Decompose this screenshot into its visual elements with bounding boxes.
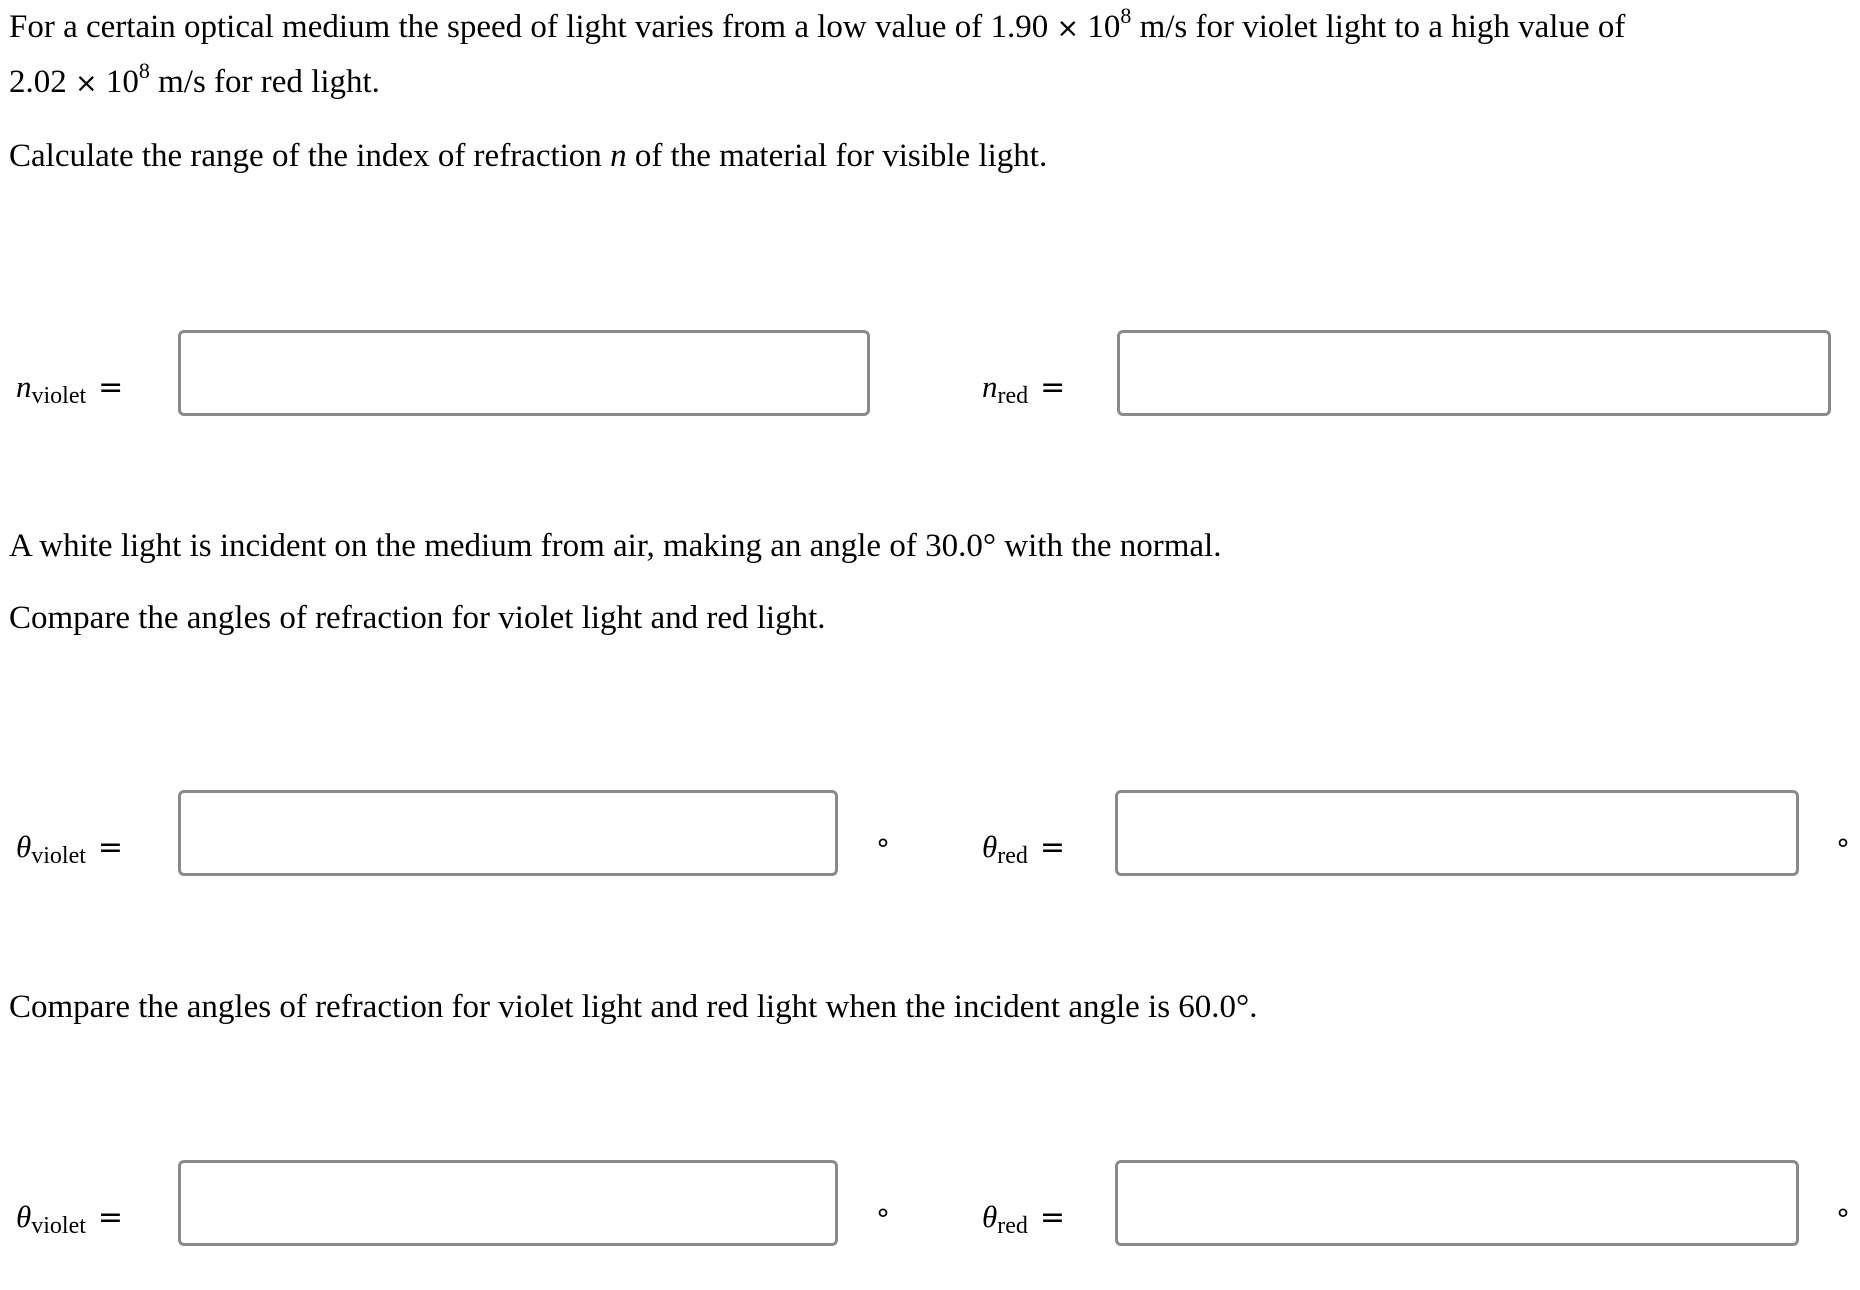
q1-prompt-a: Calculate the range of the index of refraction (9, 138, 611, 174)
equals-sign: = (98, 370, 124, 405)
violet-subscript: violet (31, 383, 87, 409)
degree-unit: ° (1836, 1203, 1850, 1236)
q1-prompt-b: of the material for visible light. (626, 138, 1048, 174)
intro-line-2 (9, 55, 380, 111)
intro-line-1 (9, 0, 1625, 56)
equals-sign: = (97, 1200, 124, 1235)
intro-text-2a: 2.02 (9, 64, 67, 100)
violet-subscript: violet (31, 843, 86, 869)
degree-unit: ° (876, 833, 890, 866)
n-violet-input[interactable] (178, 330, 870, 416)
n-violet-label (16, 367, 123, 410)
intro-text-1b: m/s for violet light to a high value of (1139, 9, 1626, 45)
theta-violet-input-60[interactable] (178, 1160, 838, 1246)
times-symbol: × (1056, 13, 1080, 44)
theta-symbol: θ (982, 829, 998, 864)
theta-symbol: θ (982, 1199, 998, 1234)
intro-power-base: 10 (1087, 9, 1121, 45)
red-subscript: red (997, 843, 1028, 869)
q1-variable-n: n (610, 138, 627, 174)
n-symbol: n (982, 369, 998, 404)
n-symbol: n (16, 369, 32, 404)
red-subscript: red (997, 383, 1029, 409)
theta-symbol: θ (16, 829, 32, 864)
n-red-input[interactable] (1117, 330, 1831, 416)
equals-sign: = (97, 830, 124, 865)
theta-symbol: θ (16, 1199, 32, 1234)
theta-red-input-60[interactable] (1115, 1160, 1799, 1246)
theta-violet-label (16, 827, 123, 870)
degree-unit: ° (876, 1203, 890, 1236)
degree-unit: ° (1836, 833, 1850, 866)
times-symbol: × (75, 68, 98, 99)
n-red-label (982, 367, 1065, 410)
intro-power-base: 10 (105, 64, 139, 100)
question-2-context: A white light is incident on the medium from air, making an angle of 30.0° with the normal. (9, 528, 1222, 564)
intro-text-2b: m/s for red light. (158, 64, 380, 100)
equals-sign: = (1040, 370, 1066, 405)
intro-exponent: 8 (1120, 3, 1132, 28)
theta-violet-label (16, 1197, 123, 1240)
theta-red-label (982, 827, 1065, 870)
question-2-prompt: Compare the angles of refraction for violet light and red light. (9, 600, 826, 636)
violet-subscript: violet (31, 1213, 86, 1239)
theta-red-label (982, 1197, 1065, 1240)
question-1-prompt (9, 129, 1047, 184)
equals-sign: = (1039, 830, 1066, 865)
equals-sign: = (1039, 1200, 1066, 1235)
intro-text-1a: For a certain optical medium the speed of light varies from a low value of 1.90 (9, 9, 1049, 45)
theta-violet-input-30[interactable] (178, 790, 838, 876)
red-subscript: red (997, 1213, 1028, 1239)
theta-red-input-30[interactable] (1115, 790, 1799, 876)
intro-exponent: 8 (138, 58, 150, 83)
question-3-prompt: Compare the angles of refraction for violet light and red light when the incident angle is 60.0°. (9, 989, 1258, 1025)
